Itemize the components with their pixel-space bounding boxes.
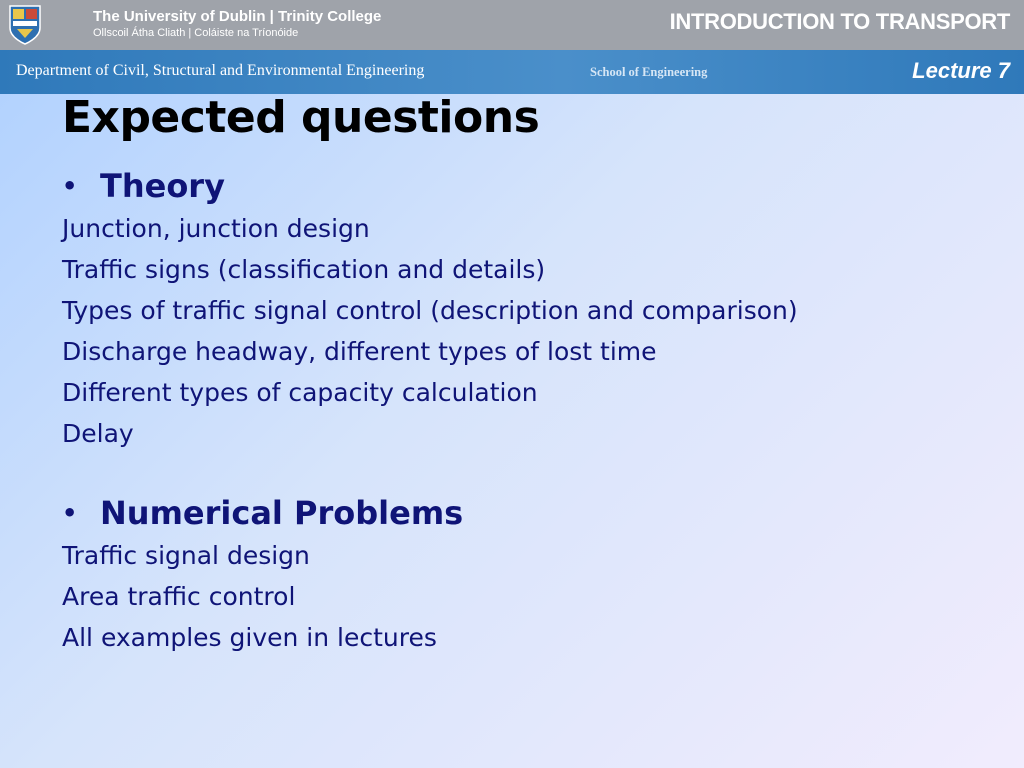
university-crest-icon [8, 4, 42, 46]
university-header-bar [0, 0, 1024, 50]
section-theory [62, 164, 798, 454]
section-numerical-problems [62, 491, 463, 658]
section-heading [62, 491, 463, 535]
list-item: Delay [62, 419, 134, 448]
section-heading-label: Numerical Problems [100, 494, 464, 532]
university-name-irish: Ollscoil Átha Cliath | Coláiste na Tríonóide [93, 27, 299, 39]
list-item: Area traffic control [62, 582, 296, 611]
theory-list [62, 208, 798, 454]
list-item: All examples given in lectures [62, 623, 437, 652]
numerical-problems-list [62, 535, 463, 658]
university-name: The University of Dublin | Trinity College [93, 8, 382, 25]
slide-title: Expected questions [62, 92, 540, 143]
school-name: School of Engineering [590, 65, 708, 79]
list-item: Traffic signal design [62, 541, 310, 570]
list-item: Junction, junction design [62, 214, 370, 243]
department-bar [0, 50, 1024, 94]
lecture-number: Lecture 7 [912, 58, 1010, 83]
section-heading [62, 164, 798, 208]
course-title: INTRODUCTION TO TRANSPORT [669, 9, 1010, 34]
list-item: Types of traffic signal control (description and comparison) [62, 296, 798, 325]
department-name: Department of Civil, Structural and Environmental Engineering [16, 62, 425, 79]
bullet-icon: • [62, 172, 78, 200]
list-item: Traffic signs (classification and details) [62, 255, 546, 284]
bullet-icon: • [62, 499, 78, 527]
list-item: Different types of capacity calculation [62, 378, 538, 407]
section-heading-label: Theory [100, 167, 225, 205]
list-item: Discharge headway, different types of lost time [62, 337, 657, 366]
